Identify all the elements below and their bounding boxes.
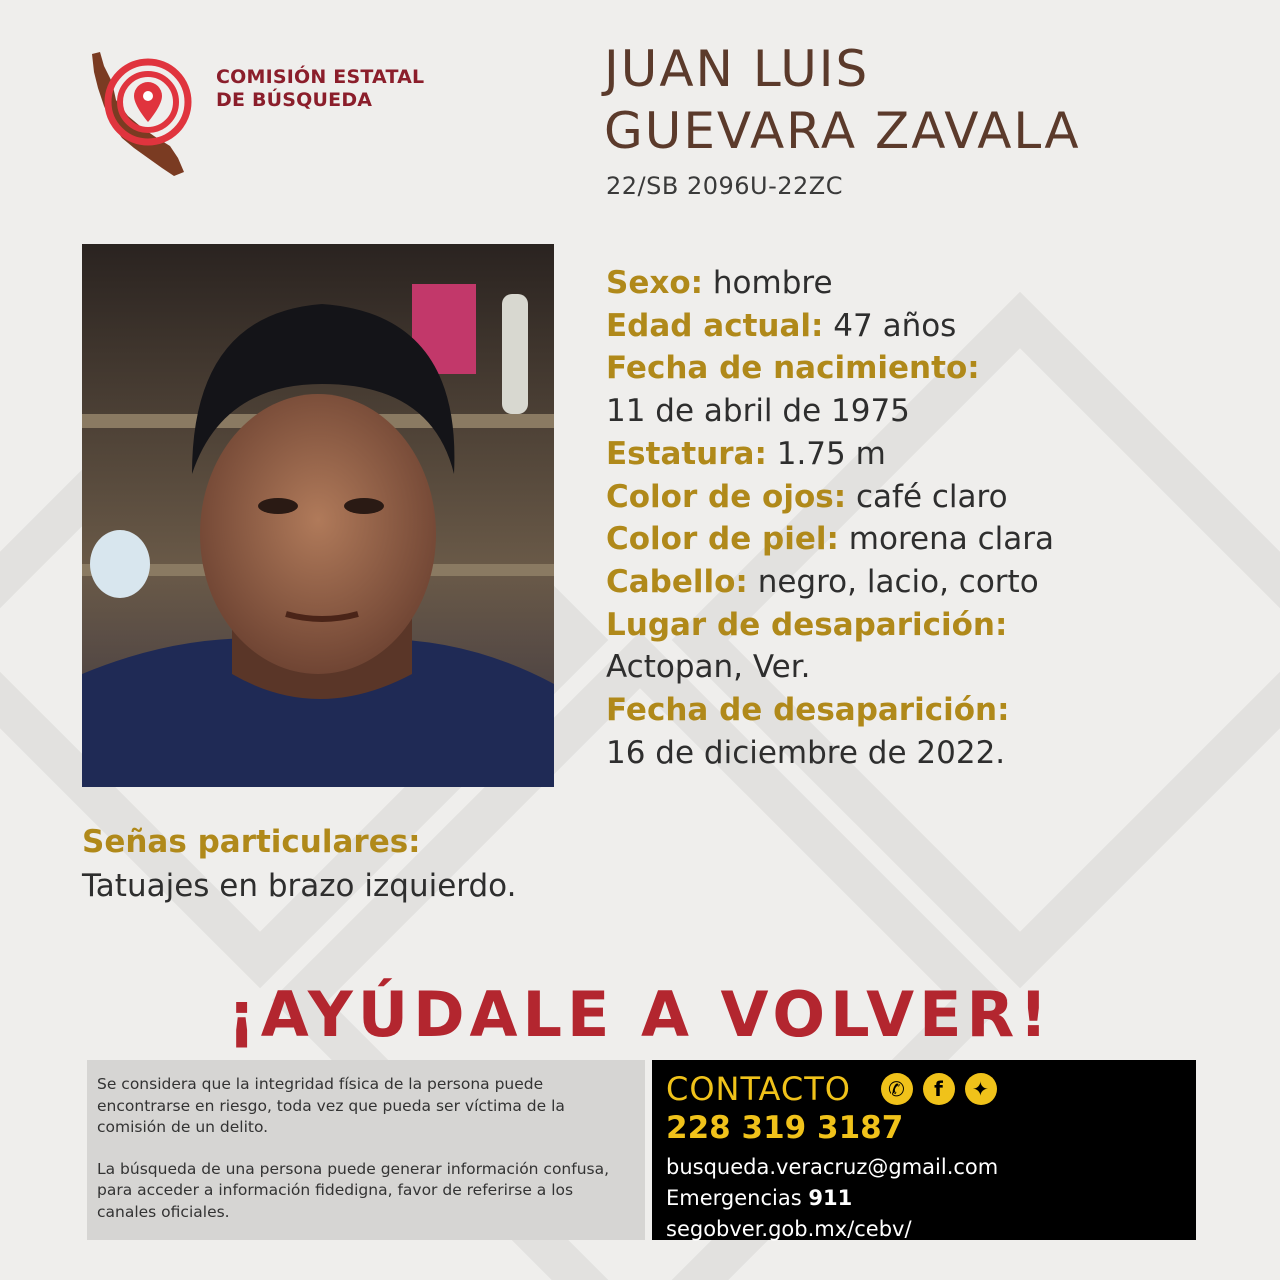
person-details [606, 262, 1266, 774]
label-fecha: Fecha de desaparición: [606, 692, 1010, 729]
value-piel: morena clara [848, 521, 1054, 558]
disclaimer-box [87, 1060, 645, 1240]
phone-icon[interactable]: ✆ [881, 1073, 913, 1105]
contact-phone[interactable]: 228 319 3187 [666, 1110, 904, 1146]
label-ojos: Color de ojos: [606, 478, 847, 515]
senas-value: Tatuajes en brazo izquierdo. [82, 868, 517, 904]
emergencias-number[interactable]: 911 [808, 1186, 853, 1210]
label-nacimiento: Fecha de nacimiento: [606, 350, 980, 387]
row-estatura [606, 433, 1266, 476]
contact-email[interactable]: busqueda.veracruz@gmail.com [666, 1155, 999, 1179]
contact-box [652, 1060, 1196, 1240]
contact-header [666, 1066, 1196, 1112]
name-line-2: GUEVARA ZAVALA [604, 102, 1081, 160]
value-ojos: café claro [856, 478, 1008, 515]
name-line-1: JUAN LUIS [604, 40, 870, 98]
value-sexo: hombre [712, 265, 833, 301]
emergencias-label: Emergencias [666, 1186, 802, 1210]
row-fecha-label [606, 689, 1266, 732]
label-edad: Edad actual: [606, 307, 824, 344]
call-to-action: ¡AYÚDALE A VOLVER! [227, 978, 1053, 1051]
label-estatura: Estatura: [606, 435, 767, 472]
logo-line-2: DE BÚSQUEDA [216, 89, 373, 111]
person-name [604, 38, 1081, 162]
row-nacimiento-label [606, 347, 1266, 390]
senas-label: Señas particulares: [82, 824, 421, 860]
value-edad: 47 años [833, 307, 957, 344]
facebook-icon[interactable]: f [923, 1073, 955, 1105]
value-lugar: Actopan, Ver. [606, 649, 811, 686]
senas-particulares [82, 820, 516, 908]
label-lugar: Lugar de desaparición: [606, 606, 1008, 643]
person-photo [82, 244, 554, 787]
row-cabello [606, 561, 1266, 604]
disclaimer-paragraph-2: La búsqueda de una persona puede generar información confusa, para acceder a información fidedigna, favor de referirse a los canales oficiales. [97, 1159, 610, 1221]
value-nacimiento: 11 de abril de 1975 [606, 393, 910, 430]
label-sexo: Sexo: [606, 265, 704, 301]
folio-number: 22/SB 2096U-22ZC [606, 172, 843, 200]
row-edad [606, 305, 1266, 348]
logo [78, 44, 438, 184]
row-ojos [606, 476, 1266, 519]
twitter-icon[interactable]: ✦ [965, 1073, 997, 1105]
logo-line-1: COMISIÓN ESTATAL [216, 66, 425, 88]
row-sexo [606, 262, 1266, 305]
label-piel: Color de piel: [606, 521, 839, 558]
label-cabello: Cabello: [606, 563, 748, 600]
value-estatura: 1.75 m [776, 435, 886, 472]
row-lugar-label [606, 604, 1266, 647]
row-piel [606, 518, 1266, 561]
logo-emblem-icon [78, 44, 218, 184]
logo-text [216, 66, 424, 112]
contact-emergencias [666, 1183, 1196, 1214]
disclaimer-paragraph-1: Se considera que la integridad física de la persona puede encontrarse en riesgo, toda vez que pueda ser víctima de la comisión de un delito. [97, 1075, 565, 1136]
value-fecha: 16 de diciembre de 2022. [606, 734, 1006, 771]
contact-title: CONTACTO [666, 1070, 851, 1108]
value-cabello: negro, lacio, corto [757, 563, 1039, 600]
contact-website[interactable]: segobver.gob.mx/cebv/ [666, 1217, 912, 1241]
